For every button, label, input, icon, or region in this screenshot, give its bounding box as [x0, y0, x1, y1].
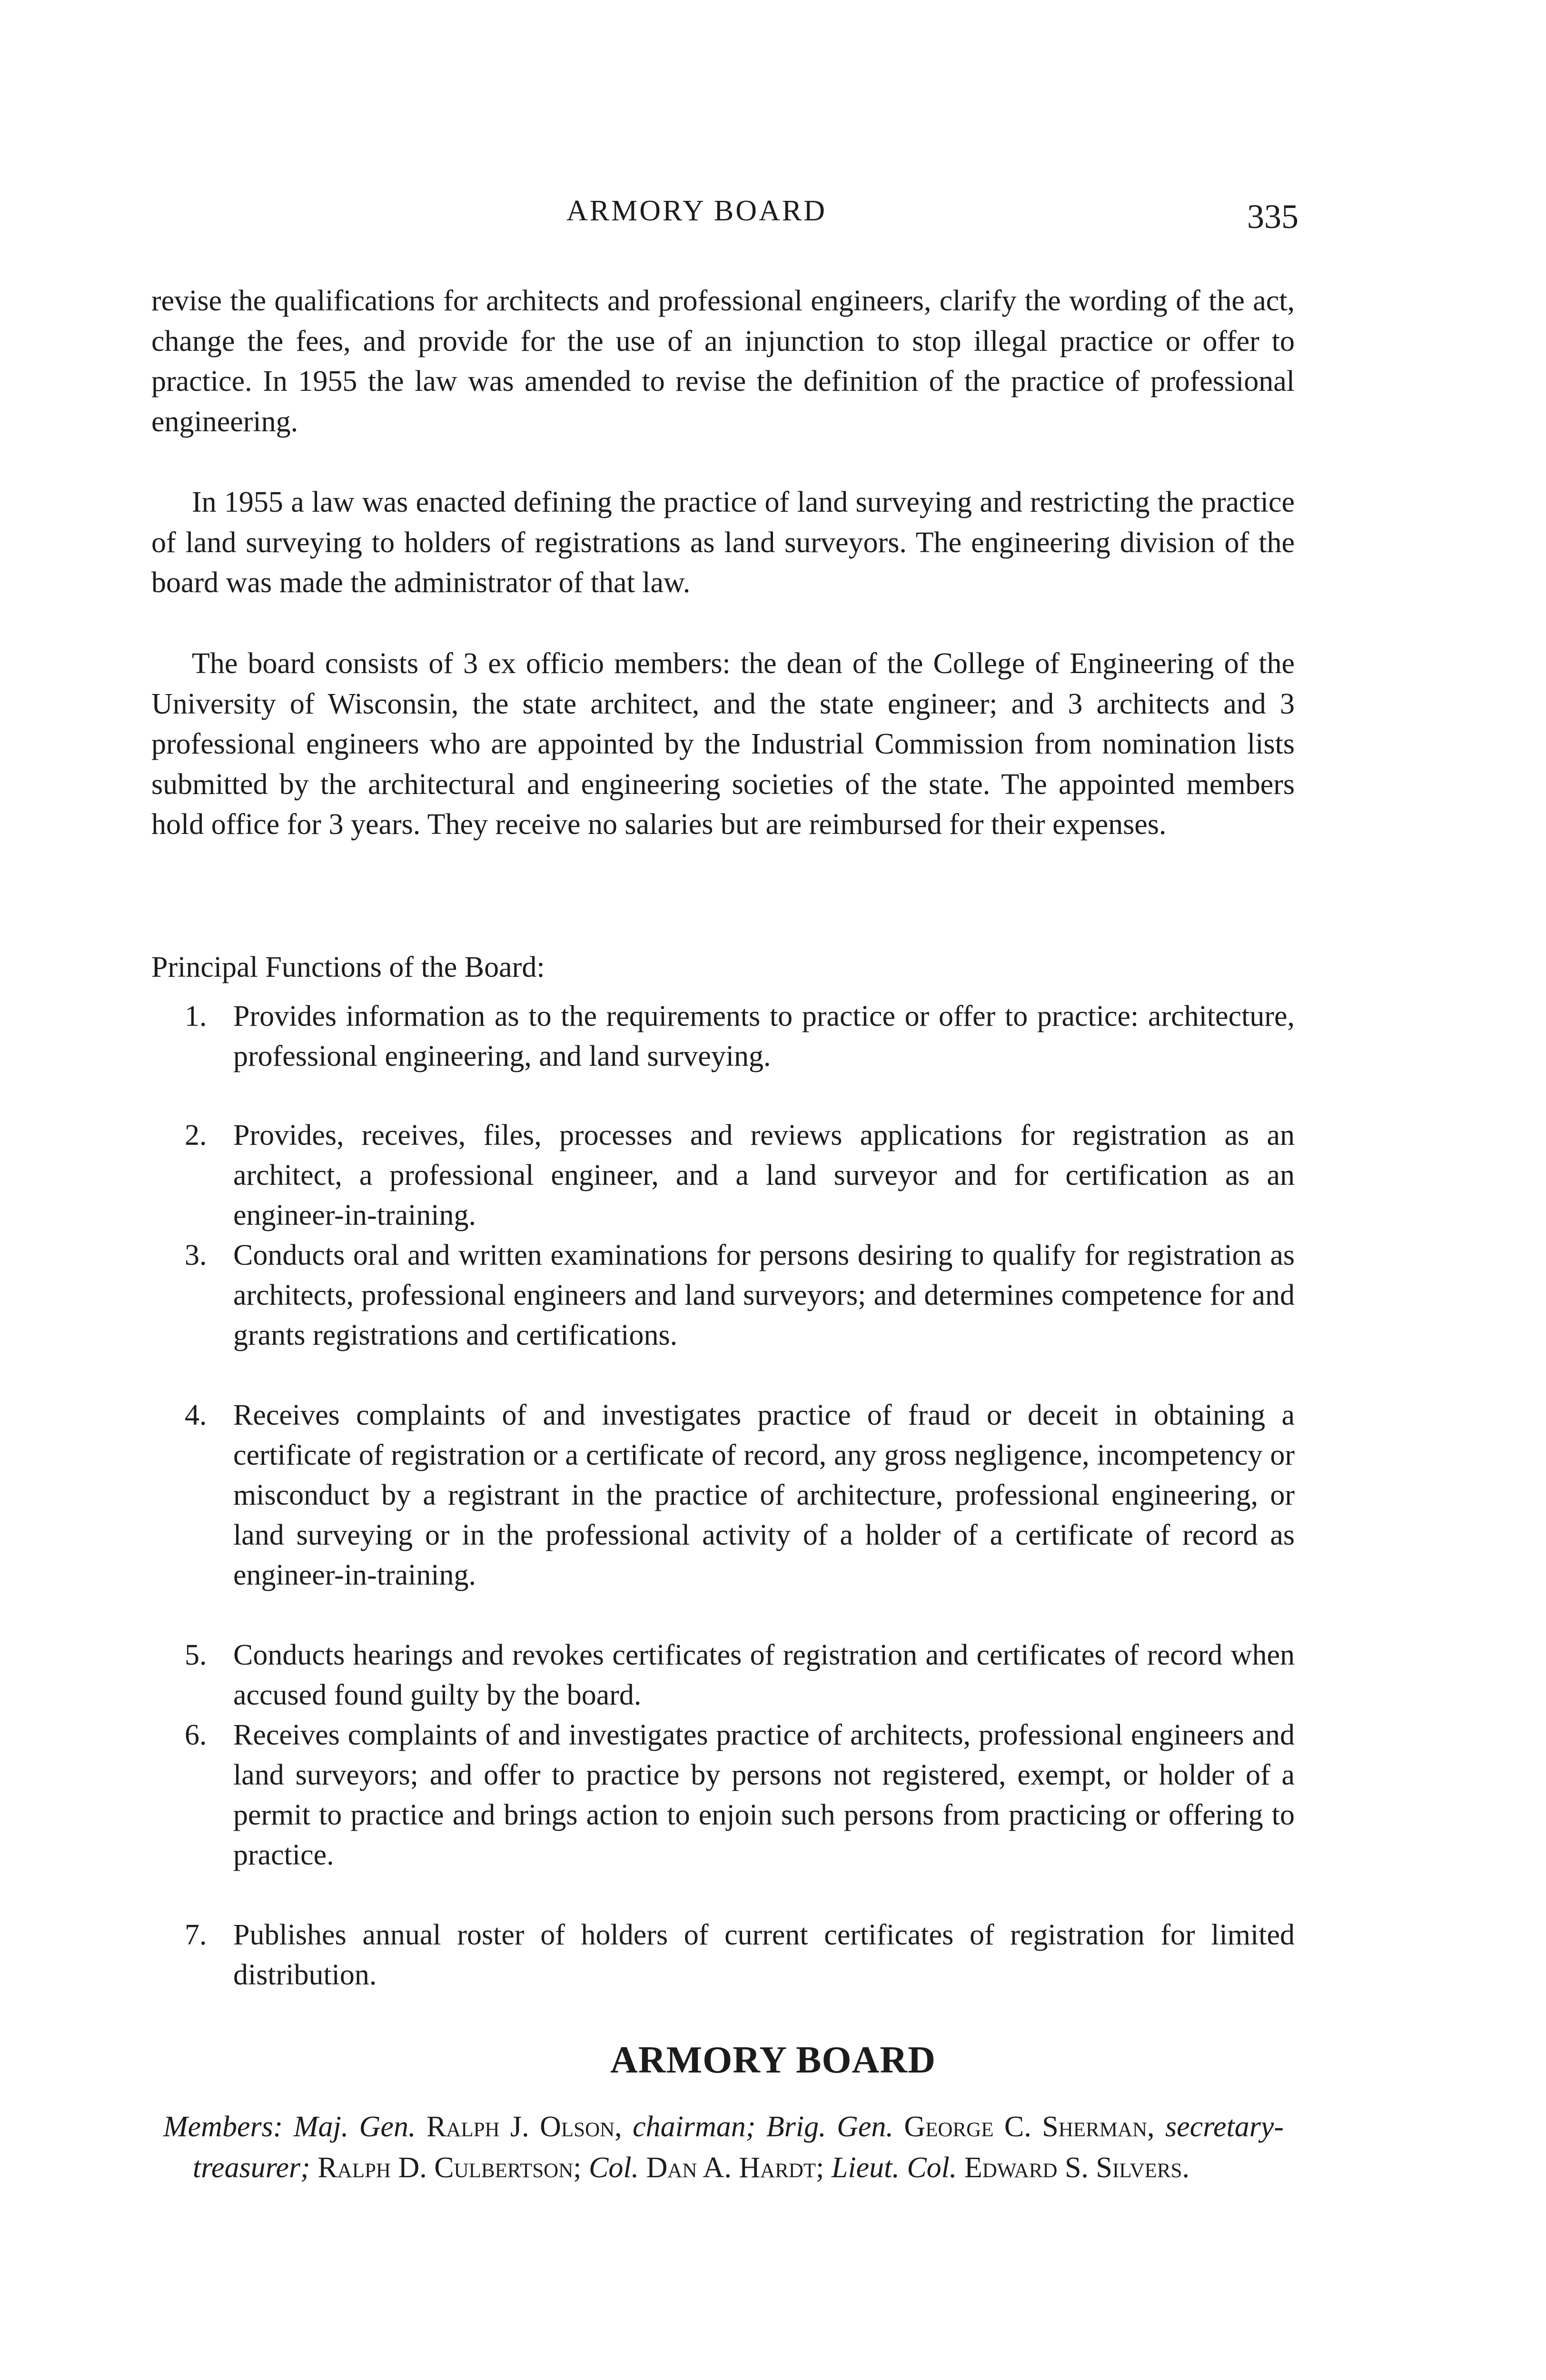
- function-text: Receives complaints of and investigates practice of architects, professional engineers and land surveyors; and offer to practice by persons not registered, exempt, or holder of a permit to practice and brings action to enjoin such persons from practicing or offering to practice.: [233, 1719, 1295, 1871]
- function-item: [151, 1235, 1295, 1395]
- paragraph-2: In 1955 a law was enacted defining the practice of land surveying and restricting the practice of land surveying to holders of registrations as land surveyors. The engineering division of the board was made the administrator of that law.: [151, 486, 1295, 599]
- function-number: 2.: [185, 1119, 207, 1151]
- page-number: 335: [1247, 198, 1298, 236]
- function-number: 1.: [185, 1000, 207, 1032]
- function-number: 6.: [185, 1719, 207, 1751]
- paragraph-3: The board consists of 3 ex officio members: the dean of the College of Engineering of the University of Wisconsin, the state architect, and the state engineer; and 3 architects and 3 professional engineers who are appointed by the Industrial Commission from nomination lists submitted by the architectural and engineering societies of the state. The appointed members hold office for 3 years. They receive no salaries but are reimbursed for their expenses.: [151, 647, 1295, 841]
- function-item: [151, 1395, 1295, 1635]
- function-text: Provides, receives, files, processes and reviews applications for registration as an architect, a professional engineer, and a land surveyor and for certification as an engineer-in-training.: [233, 1119, 1295, 1231]
- running-head: [0, 194, 1546, 237]
- functions-heading: Principal Functions of the Board:: [151, 951, 545, 983]
- member-name: Ralph J. Olson,: [426, 2111, 622, 2143]
- function-number: 5.: [185, 1639, 207, 1671]
- section-heading: ARMORY BOARD: [610, 2039, 936, 2081]
- member-rank: Col.: [588, 2152, 639, 2184]
- function-item: [151, 1635, 1295, 1715]
- member-rank: Maj. Gen.: [293, 2111, 416, 2143]
- running-title: ARMORY BOARD: [566, 195, 827, 227]
- member-name: Dan A. Hardt;: [646, 2152, 824, 2184]
- member-name: Ralph D. Culbertson;: [317, 2152, 582, 2184]
- member-name: George C. Sherman,: [904, 2111, 1155, 2143]
- member-rank: Lieut. Col.: [831, 2152, 957, 2184]
- function-item: [151, 1115, 1295, 1235]
- member-role: secretary-treasurer;: [193, 2111, 1284, 2184]
- member-name: Edward S. Silvers.: [964, 2152, 1189, 2184]
- function-text: Publishes annual roster of holders of current certificates of registration for limited distribution.: [233, 1919, 1295, 1991]
- function-text: Receives complaints of and investigates practice of fraud or deceit in obtaining a certificate of registration or a certificate of record, any gross negligence, incompetency or misconduct by a registrant in the practice of architecture, professional engineering, or land surveying or in the professional activity of a holder of a certificate of record as engineer-in-training.: [233, 1399, 1295, 1591]
- functions-list: [151, 996, 1295, 1995]
- function-number: 3.: [185, 1239, 207, 1271]
- function-text: Conducts oral and written examinations for persons desiring to qualify for registration as architects, professional engineers and land surveyors; and determines competence for and grants registrations and certifications.: [233, 1239, 1295, 1351]
- function-item: [151, 1915, 1295, 1995]
- members-label: Members:: [163, 2111, 283, 2143]
- function-item: [151, 996, 1295, 1115]
- member-role: chairman;: [633, 2111, 756, 2143]
- function-text: Conducts hearings and revokes certificates of registration and certificates of record when accused found guilty by the board.: [233, 1639, 1295, 1711]
- function-item: [151, 1715, 1295, 1915]
- function-number: 4.: [185, 1399, 207, 1431]
- member-rank: Brig. Gen.: [766, 2111, 893, 2143]
- function-number: 7.: [185, 1919, 207, 1951]
- paragraph-1: revise the qualifications for architects and professional engineers, clarify the wording of the act, change the fees, and provide for the use of an injunction to stop illegal practice or offer to practice. In 1955 the law was amended to revise the definition of the practice of professional engineering.: [151, 285, 1295, 438]
- members-list: [163, 2106, 1284, 2188]
- function-text: Provides information as to the requirements to practice or offer to practice: architecture, professional engineering, and land surveying.: [233, 1000, 1295, 1072]
